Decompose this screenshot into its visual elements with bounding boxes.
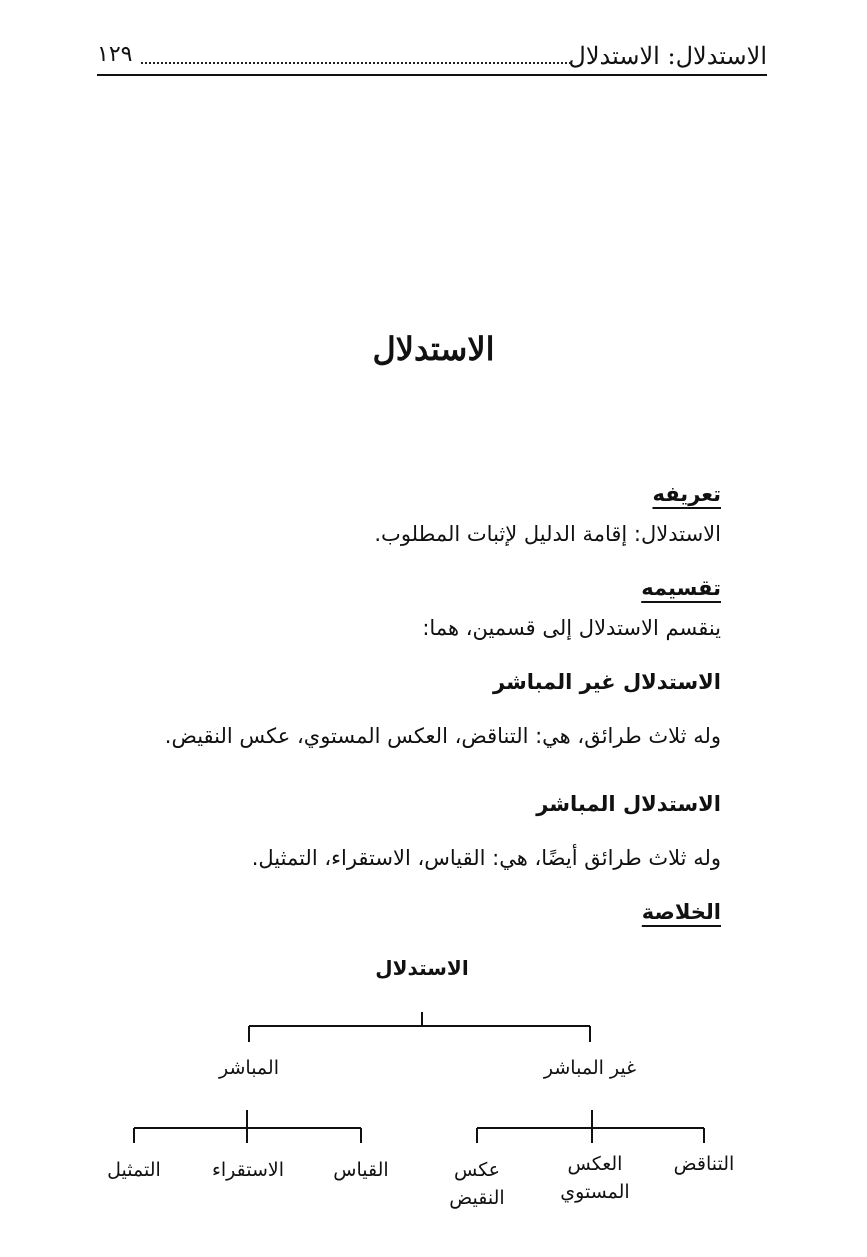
- leaf-line1: العكس: [567, 1153, 623, 1175]
- tree-leaf: [84, 1156, 184, 1184]
- leaf-line1: التناقض: [673, 1153, 735, 1175]
- branch-direct-label: المباشر: [219, 1057, 279, 1079]
- division-text: ينقسم الاستدلال إلى قسمين، هما:: [422, 616, 721, 640]
- indirect-text: وله ثلاث طرائق، هي: التناقض، العكس المستوي، عكس النقيض.: [164, 724, 721, 748]
- header-rule: [97, 74, 767, 76]
- leaf-line2: المستوي: [560, 1181, 630, 1203]
- definition-heading: تعريفه: [652, 482, 721, 506]
- tree-leaf: [193, 1156, 303, 1184]
- leaf-line2: النقيض: [449, 1187, 505, 1209]
- tree-root: [322, 954, 522, 982]
- direct-text: وله ثلاث طرائق أيضًا، هي: القياس، الاستقراء، التمثيل.: [251, 846, 721, 870]
- direct-heading: الاستدلال المباشر: [536, 792, 721, 816]
- leaf-line1: الاستقراء: [211, 1159, 285, 1181]
- summary-heading: الخلاصة: [641, 900, 721, 924]
- tree-leaf: [540, 1150, 650, 1206]
- tree-leaf: [654, 1150, 754, 1178]
- leaf-line1: التمثيل: [107, 1159, 161, 1181]
- tree-root-label: الاستدلال: [375, 956, 469, 980]
- division-heading: تقسيمه: [641, 576, 721, 600]
- indirect-heading: الاستدلال غير المباشر: [493, 670, 721, 694]
- tree-branch-indirect: [520, 1054, 660, 1082]
- branch-indirect-label: غير المباشر: [543, 1057, 637, 1079]
- chapter-title: الاستدلال: [372, 330, 495, 368]
- summary-tree: [0, 950, 867, 1250]
- definition-text: الاستدلال: إقامة الدليل لإثبات المطلوب.: [374, 522, 721, 546]
- page-number: ١٢٩: [97, 42, 133, 67]
- tree-branch-direct: [179, 1054, 319, 1082]
- leaf-line1: القياس: [333, 1159, 389, 1181]
- page-body: [120, 474, 721, 932]
- running-title: الاستدلال: الاستدلال: [568, 42, 767, 70]
- tree-leaf: [427, 1156, 527, 1212]
- leaf-line1: عكس: [453, 1159, 501, 1181]
- tree-leaf: [311, 1156, 411, 1184]
- running-header: [97, 42, 767, 74]
- leader-dots: [141, 52, 571, 64]
